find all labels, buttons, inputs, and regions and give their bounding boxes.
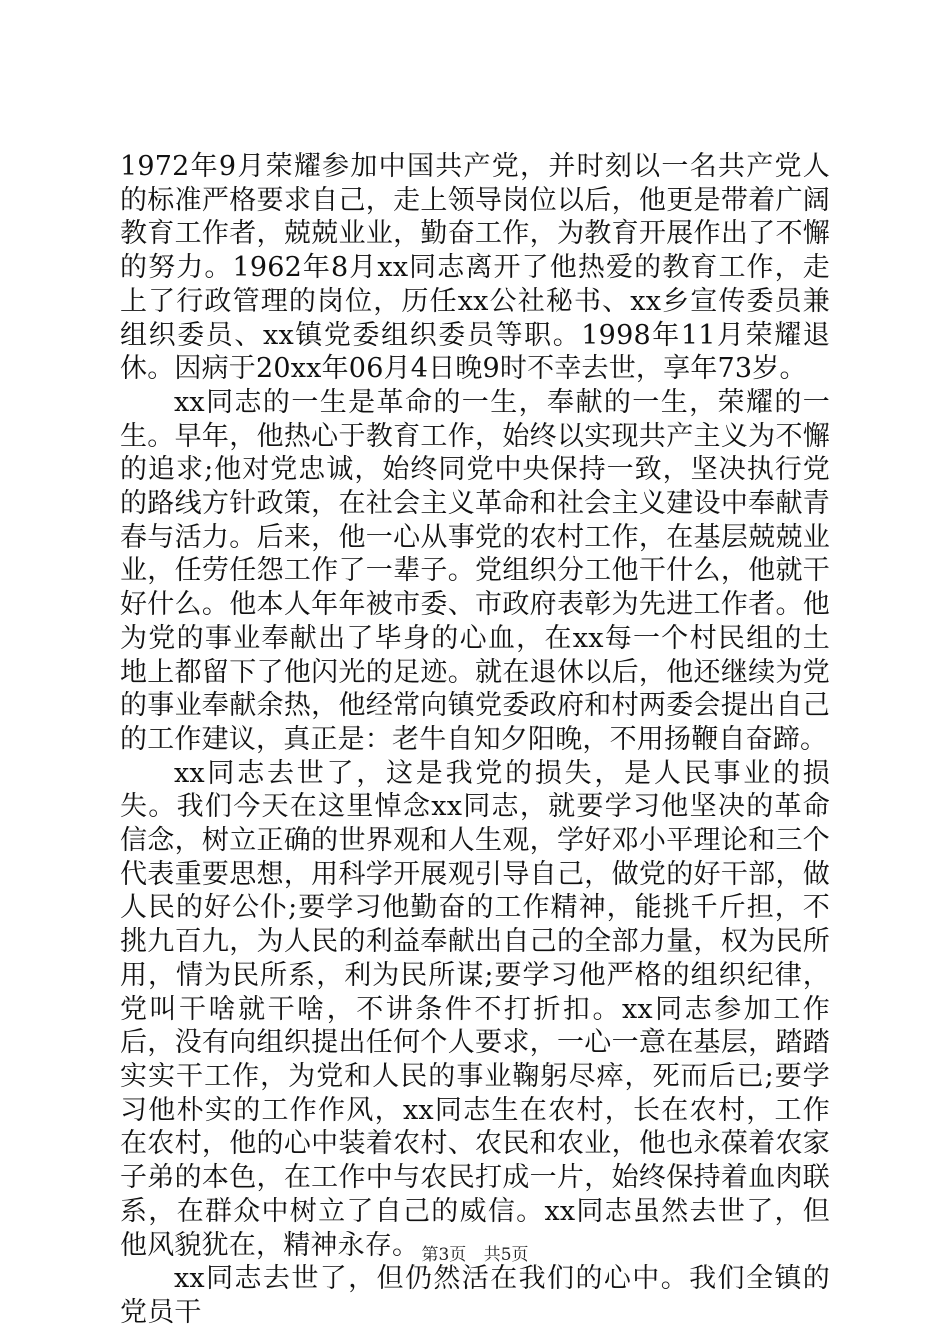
document-body [120,150,830,1330]
page-footer [0,1244,950,1266]
page-total: 共5页 [483,1245,529,1265]
paragraph-2: xx同志的一生是革命的一生，奉献的一生，荣耀的一生。早年，他热心于教育工作，始终以实现共产主义为不懈的追求;他对党忠诚，始终同党中央保持一致，坚决执行党的路线方针政策，在社会主义革命和社会主义建设中奉献青春与活力。后来，他一心从事党的农村工作，在基层兢兢业业，任劳任怨工作了一辈子。党组织分工他干什么，他就干好什么。他本人年年被市委、市政府表彰为先进工作者。他为党的事业奉献出了毕身的心血，在xx每一个村民组的土地上都留下了他闪光的足迹。就在退休以后，他还继续为党的事业奉献余热，他经常向镇党委政府和村两委会提出自己的工作建议，真正是：老牛自知夕阳晚，不用扬鞭自奋蹄。 [120,386,830,755]
page-number: 第3页 [421,1245,467,1265]
paragraph-4: xx同志去世了，但仍然活在我们的心中。我们全镇的党员干 [120,1263,830,1328]
paragraph-3: xx同志去世了，这是我党的损失，是人民事业的损失。我们今天在这里悼念xx同志，就要学习他坚决的革命信念，树立正确的世界观和人生观，学好邓小平理论和三个代表重要思想，用科学开展观引导自己，做党的好干部，做人民的好公仆;要学习他勤奋的工作精神，能挑千斤担，不挑九百九，为人民的利益奉献出自己的全部力量，权为民所用，情为民所系，利为民所谋;要学习他严格的组织纪律，党叫干啥就干啥，不讲条件不打折扣。xx同志参加工作后，没有向组织提出任何个人要求，一心一意在基层，踏踏实实干工作，为党和人民的事业鞠躬尽瘁，死而后已;要学习他朴实的工作作风，xx同志生在农村，长在农村，工作在农村，他的心中装着农村、农民和农业，他也永葆着农家子弟的本色，在工作中与农民打成一片，始终保持着血肉联系，在群众中树立了自己的威信。xx同志虽然去世了，但他风貌犹在，精神永存。 [120,757,830,1261]
paragraph-1: 1972年9月荣耀参加中国共产党，并时刻以一名共产党人的标准严格要求自己，走上领导岗位以后，他更是带着广阔教育工作者，兢兢业业，勤奋工作，为教育开展作出了不懈的努力。1962年8月xx同志离开了他热爱的教育工作，走上了行政管理的岗位，历任xx公社秘书、xx乡宣传委员兼组织委员、xx镇党委组织委员等职。1998年11月荣耀退休。因病于20xx年06月4日晚9时不幸去世，享年73岁。 [120,151,830,385]
